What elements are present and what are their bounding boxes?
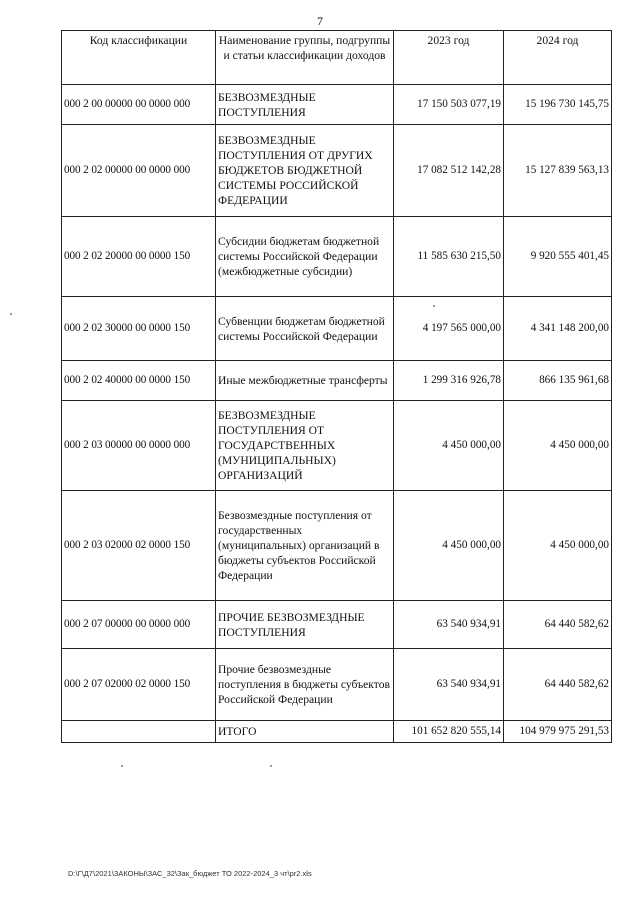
row-value-2024: 4 450 000,00 [504, 401, 612, 491]
row-code: 000 2 00 00000 00 0000 000 [62, 85, 216, 125]
row-value-2024: 64 440 582,62 [504, 649, 612, 721]
total-value-2024: 104 979 975 291,53 [504, 721, 612, 743]
row-value-2024: 9 920 555 401,45 [504, 217, 612, 297]
page-number: 7 [317, 14, 323, 28]
table-row [62, 601, 612, 649]
row-value-2024: 15 196 730 145,75 [504, 85, 612, 125]
table-row [62, 401, 612, 491]
row-name: ПРОЧИЕ БЕЗВОЗМЕЗДНЫЕ ПОСТУПЛЕНИЯ [216, 601, 394, 649]
row-name: Безвозмездные поступления от государственных (муниципальных) организаций в бюджеты субъектов Российской Федерации [216, 491, 394, 601]
row-code: 000 2 02 00000 00 0000 000 [62, 125, 216, 217]
header-row [62, 31, 612, 85]
row-name: Прочие безвозмездные поступления в бюджеты субъектов Российской Федерации [216, 649, 394, 721]
row-value-2023: 4 197 565 000,00 [394, 297, 504, 361]
row-value-2023: 63 540 934,91 [394, 649, 504, 721]
row-name: Субсидии бюджетам бюджетной системы Российской Федерации (межбюджетные субсидии) [216, 217, 394, 297]
row-code: 000 2 03 00000 00 0000 000 [62, 401, 216, 491]
total-value-2023: 101 652 820 555,14 [394, 721, 504, 743]
row-value-2024: 4 450 000,00 [504, 491, 612, 601]
header-name: Наименование группы, подгруппы и статьи классификации доходов [216, 31, 394, 85]
revenue-table [61, 30, 612, 743]
scan-speck [270, 765, 272, 767]
row-value-2023: 4 450 000,00 [394, 401, 504, 491]
header-year-2023: 2023 год [394, 31, 504, 85]
table-row [62, 649, 612, 721]
row-code: 000 2 02 40000 00 0000 150 [62, 361, 216, 401]
total-code-cell [62, 721, 216, 743]
row-value-2024: 64 440 582,62 [504, 601, 612, 649]
row-code: 000 2 07 02000 02 0000 150 [62, 649, 216, 721]
row-name: БЕЗВОЗМЕЗДНЫЕ ПОСТУПЛЕНИЯ ОТ ГОСУДАРСТВЕННЫХ (МУНИЦИПАЛЬНЫХ) ОРГАНИЗАЦИЙ [216, 401, 394, 491]
table-row [62, 217, 612, 297]
row-name: БЕЗВОЗМЕЗДНЫЕ ПОСТУПЛЕНИЯ [216, 85, 394, 125]
header-year-2024: 2024 год [504, 31, 612, 85]
row-value-2023: 4 450 000,00 [394, 491, 504, 601]
row-value-2023: 11 585 630 215,50 [394, 217, 504, 297]
row-value-2024: 4 341 148 200,00 [504, 297, 612, 361]
table-row [62, 85, 612, 125]
row-name: БЕЗВОЗМЕЗДНЫЕ ПОСТУПЛЕНИЯ ОТ ДРУГИХ БЮДЖЕТОВ БЮДЖЕТНОЙ СИСТЕМЫ РОССИЙСКОЙ ФЕДЕРАЦИИ [216, 125, 394, 217]
row-value-2023: 63 540 934,91 [394, 601, 504, 649]
row-value-2023: 17 082 512 142,28 [394, 125, 504, 217]
row-name: Иные межбюджетные трансферты [216, 361, 394, 401]
total-row [62, 721, 612, 743]
row-code: 000 2 02 30000 00 0000 150 [62, 297, 216, 361]
row-code: 000 2 03 02000 02 0000 150 [62, 491, 216, 601]
row-value-2024: 866 135 961,68 [504, 361, 612, 401]
row-name: Субвенции бюджетам бюджетной системы Российской Федерации [216, 297, 394, 361]
table-row [62, 361, 612, 401]
row-value-2023: 17 150 503 077,19 [394, 85, 504, 125]
row-code: 000 2 02 20000 00 0000 150 [62, 217, 216, 297]
scan-speck [10, 313, 12, 315]
table-row [62, 491, 612, 601]
total-label: ИТОГО [216, 721, 394, 743]
table-row [62, 297, 612, 361]
row-code: 000 2 07 00000 00 0000 000 [62, 601, 216, 649]
row-value-2023: 1 299 316 926,78 [394, 361, 504, 401]
header-code: Код классификации [62, 31, 216, 85]
scan-speck [433, 305, 435, 307]
table-row [62, 125, 612, 217]
scan-speck [121, 765, 123, 767]
footer-file-path: D:\Г\Д7\2021\ЗАКОНЫ\ЗАС_32\Зак_бюджет ТО 2022-2024_3 чт\pr2.xls [68, 869, 312, 878]
row-value-2024: 15 127 839 563,13 [504, 125, 612, 217]
